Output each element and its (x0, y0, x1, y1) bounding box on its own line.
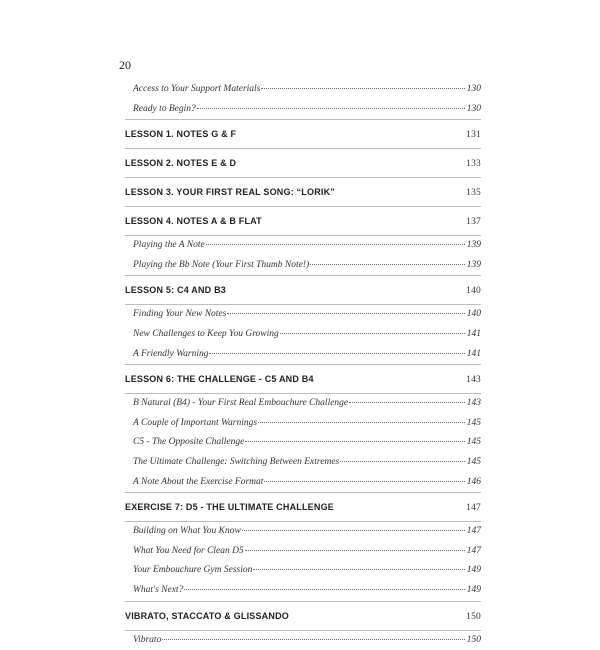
toc-entry-title: LESSON 3. YOUR FIRST REAL SONG: “LORIK” (125, 178, 335, 206)
toc-entry[interactable] (125, 542, 481, 562)
toc-page-number: 141 (466, 345, 481, 365)
toc-entry-title: Your Embouchure Gym Session (133, 561, 252, 581)
dot-leader (227, 312, 464, 314)
toc-entry[interactable] (125, 631, 481, 650)
toc-entry[interactable] (125, 561, 481, 581)
dot-leader (245, 549, 465, 551)
toc-page-number: 149 (466, 561, 481, 581)
toc-page-number: 133 (465, 150, 481, 178)
toc-section-heading[interactable] (125, 602, 481, 630)
toc-entry[interactable] (125, 236, 481, 256)
toc-page-number: 140 (465, 277, 481, 305)
toc-entry-title: B Natural (B4) - Your First Real Embouchure Challenge (133, 394, 348, 414)
toc-page-number: 131 (465, 121, 481, 149)
dot-leader (280, 332, 465, 334)
toc-entry-title: VIBRATO, STACCATO & GLISSANDO (125, 602, 289, 630)
toc-entry-title: EXERCISE 7: D5 - THE ULTIMATE CHALLENGE (125, 493, 334, 521)
toc-entry-title: LESSON 5: C4 AND B3 (125, 276, 226, 304)
dot-leader (162, 638, 464, 640)
toc-entry[interactable] (125, 80, 481, 100)
toc-entry-title: Access to Your Support Materials (133, 80, 260, 100)
toc-page-number: 130 (466, 80, 481, 100)
toc-entry[interactable] (125, 305, 481, 325)
toc-entry[interactable] (125, 394, 481, 414)
dot-leader (209, 352, 464, 354)
toc-page-number: 141 (466, 325, 481, 345)
toc-page-number: 143 (466, 394, 481, 414)
toc-entry-title: LESSON 1. NOTES G & F (125, 120, 236, 148)
toc-section-heading[interactable] (125, 178, 481, 206)
toc-page-number: 139 (466, 236, 481, 256)
toc-entry-title: LESSON 4. NOTES A & B FLAT (125, 207, 262, 235)
table-of-contents (125, 80, 481, 650)
toc-entry-title: Finding Your New Notes (133, 305, 226, 325)
toc-entry-title: The Ultimate Challenge: Switching Between Extremes (133, 453, 339, 473)
toc-entry[interactable] (125, 473, 481, 493)
dot-leader (261, 87, 464, 89)
toc-entry-title: Ready to Begin? (133, 100, 196, 120)
dot-leader (184, 588, 464, 590)
toc-page-number: 140 (466, 305, 481, 325)
toc-page-number: 149 (466, 581, 481, 601)
toc-page-number: 145 (466, 453, 481, 473)
toc-entry-title: A Note About the Exercise Format (133, 473, 263, 493)
toc-entry[interactable] (125, 345, 481, 365)
toc-section-heading[interactable] (125, 149, 481, 177)
toc-entry[interactable] (125, 256, 481, 276)
toc-page-number: 146 (466, 473, 481, 493)
toc-section-heading[interactable] (125, 276, 481, 304)
toc-page-number: 147 (465, 494, 481, 522)
toc-entry-title: What You Need for Clean D5 (133, 542, 244, 562)
dot-leader (206, 243, 465, 245)
toc-entry-title: New Challenges to Keep You Growing (133, 325, 279, 345)
toc-entry-title: LESSON 6: THE CHALLENGE - C5 AND B4 (125, 365, 314, 393)
toc-section-heading[interactable] (125, 207, 481, 235)
toc-page-number: 143 (465, 366, 481, 394)
dot-leader (253, 568, 464, 570)
toc-entry-title: LESSON 2. NOTES E & D (125, 149, 236, 177)
dot-leader (245, 440, 464, 442)
toc-entry-title: Building on What You Know (133, 522, 241, 542)
dot-leader (258, 421, 465, 423)
toc-section-heading[interactable] (125, 365, 481, 393)
toc-entry-title: What's Next? (133, 581, 183, 601)
toc-page-number: 150 (465, 603, 481, 631)
page-number: 20 (119, 58, 131, 73)
dot-leader (310, 263, 465, 265)
dot-leader (264, 480, 464, 482)
dot-leader (349, 401, 465, 403)
toc-entry[interactable] (125, 325, 481, 345)
toc-page-number: 147 (466, 522, 481, 542)
toc-entry-title: Playing the A Note (133, 236, 205, 256)
toc-page-number: 150 (466, 631, 481, 650)
toc-entry[interactable] (125, 414, 481, 434)
toc-page-number: 130 (466, 100, 481, 120)
toc-page-number: 135 (465, 179, 481, 207)
toc-page-number: 137 (465, 208, 481, 236)
toc-page-number: 147 (466, 542, 481, 562)
toc-entry-title: Playing the Bb Note (Your First Thumb Note!) (133, 256, 309, 276)
dot-leader (340, 460, 465, 462)
toc-page-number: 145 (466, 414, 481, 434)
toc-entry[interactable] (125, 433, 481, 453)
toc-section-heading[interactable] (125, 493, 481, 521)
toc-entry[interactable] (125, 453, 481, 473)
toc-entry[interactable] (125, 100, 481, 120)
dot-leader (242, 529, 465, 531)
dot-leader (197, 107, 465, 109)
toc-entry-title: Vibrato (133, 631, 161, 650)
toc-page-number: 145 (466, 433, 481, 453)
toc-entry[interactable] (125, 581, 481, 601)
toc-page-number: 139 (466, 256, 481, 276)
toc-entry[interactable] (125, 522, 481, 542)
toc-entry-title: A Friendly Warning (133, 345, 208, 365)
toc-entry-title: C5 - The Opposite Challenge (133, 433, 244, 453)
toc-entry-title: A Couple of Important Warnings (133, 414, 257, 434)
toc-section-heading[interactable] (125, 120, 481, 148)
